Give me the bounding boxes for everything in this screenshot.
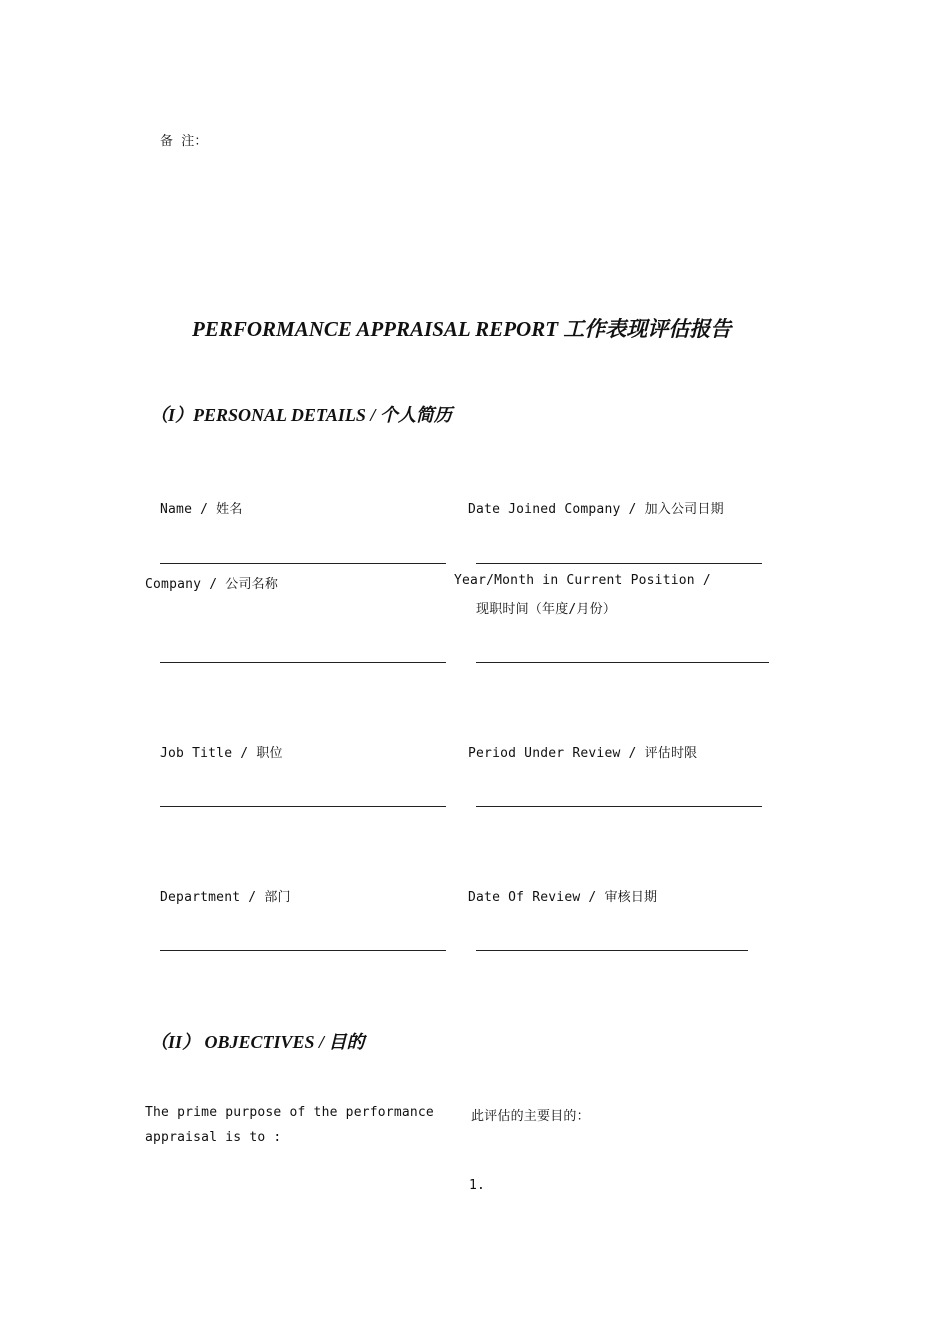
period-field[interactable] (476, 806, 762, 807)
purpose-text-cn: 此评估的主要目的： (471, 1109, 590, 1124)
name-label: Name / 姓名 (160, 502, 243, 517)
date-joined-field[interactable] (476, 563, 762, 564)
job-title-label: Job Title / 职位 (160, 746, 283, 761)
name-field[interactable] (160, 563, 446, 564)
note-label: 备 注： (160, 134, 208, 149)
page-title: PERFORMANCE APPRAISAL REPORT 工作表现评估报告 (192, 317, 732, 341)
date-joined-label: Date Joined Company / 加入公司日期 (468, 502, 724, 517)
objective-item-number: 1. (469, 1178, 486, 1193)
job-title-field[interactable] (160, 806, 446, 807)
date-review-field[interactable] (476, 950, 748, 951)
period-label: Period Under Review / 评估时限 (468, 746, 698, 761)
purpose-text-en-line2: appraisal is to : (145, 1130, 282, 1145)
department-label: Department / 部门 (160, 890, 291, 905)
year-month-label-line1: Year/Month in Current Position / (454, 573, 711, 588)
company-label: Company / 公司名称 (145, 577, 279, 592)
year-month-label-line2: 现职时间（年度/月份） (476, 602, 617, 617)
company-field[interactable] (160, 662, 446, 663)
section-objectives-heading: （II） OBJECTIVES / 目的 (150, 1032, 365, 1052)
year-month-field[interactable] (476, 662, 769, 663)
purpose-text-en-line1: The prime purpose of the performance (145, 1105, 434, 1120)
section-personal-details-heading: （I）PERSONAL DETAILS / 个人简历 (150, 405, 452, 425)
date-review-label: Date Of Review / 审核日期 (468, 890, 658, 905)
department-field[interactable] (160, 950, 446, 951)
